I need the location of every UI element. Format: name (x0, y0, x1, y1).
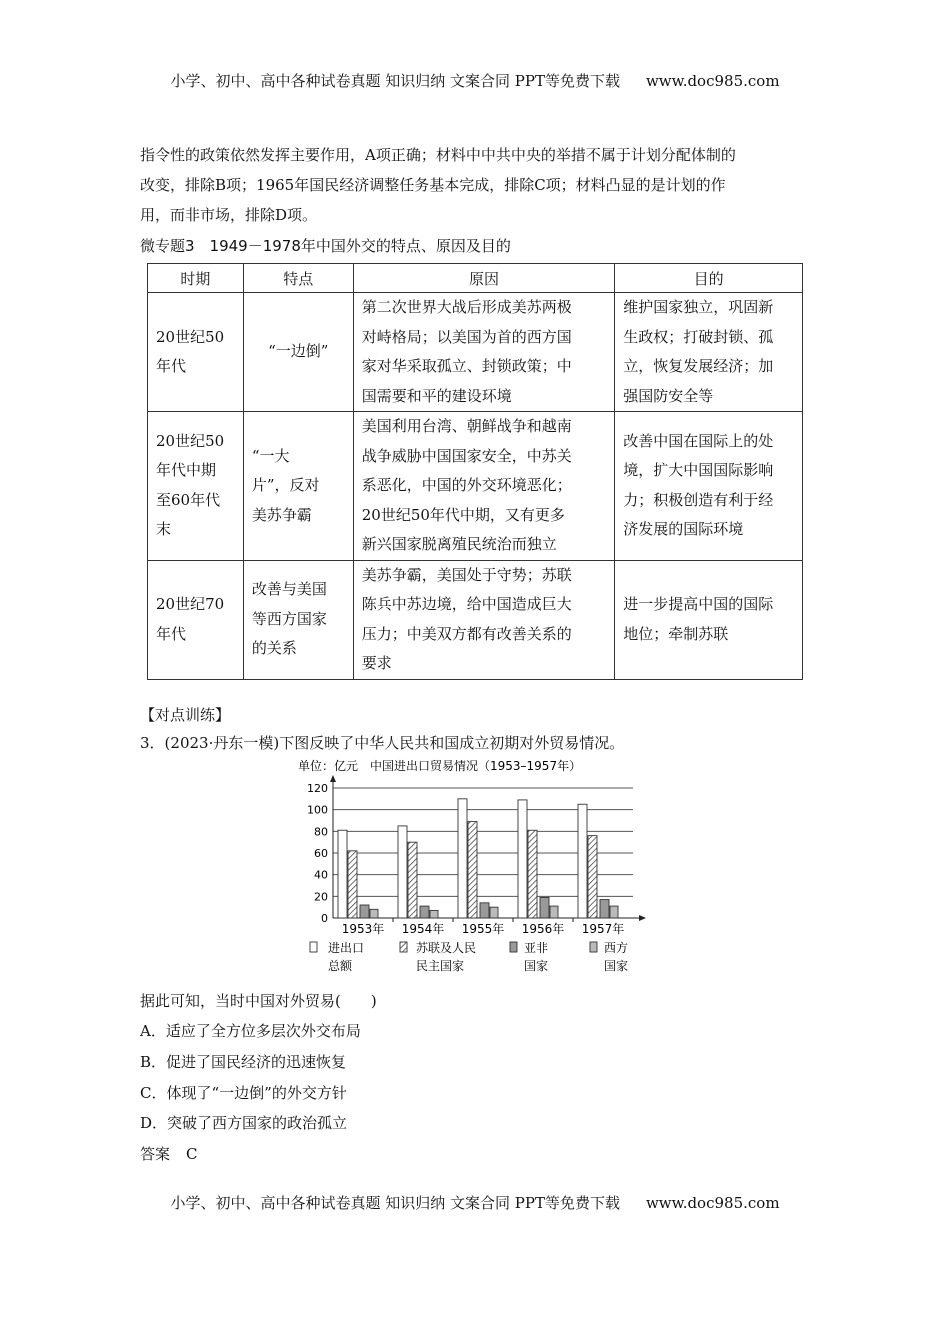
cell-period: 20世纪50 年代中期 至60年代 末 (148, 412, 244, 561)
bar (408, 842, 417, 918)
cell-period: 20世纪70 年代 (148, 560, 244, 679)
table-row (148, 560, 803, 679)
bar (420, 906, 429, 918)
header-text: 小学、初中、高中各种试卷真题 知识归纳 文案合同 PPT等免费下载 (170, 72, 620, 90)
y-tick-label: 120 (307, 782, 328, 795)
chart-unit: 单位：亿元 (298, 759, 359, 773)
option-d: D．突破了西方国家的政治孤立 (140, 1114, 348, 1132)
bar (518, 800, 527, 918)
table-header-row (148, 264, 803, 293)
legend-label: 进出口 (328, 941, 365, 955)
header-purpose: 目的 (615, 264, 803, 293)
bar (540, 897, 549, 918)
header-period: 时期 (148, 264, 244, 293)
bar (468, 822, 477, 918)
legend-label: 国家 (604, 959, 629, 973)
y-tick-label: 100 (307, 803, 328, 817)
chart-title: 中国进出口贸易情况（1953–1957年） (370, 759, 582, 773)
header-url: www.doc985.com (645, 72, 780, 90)
legend-swatch (310, 942, 317, 952)
bar (458, 799, 467, 918)
question-stem: 据此可知，当时中国对外贸易( ) (140, 992, 377, 1010)
option-a: A．适应了全方位多层次外交布局 (140, 1022, 361, 1040)
question-text: 3．(2023·丹东一模)下图反映了中华人民共和国成立初期对外贸易情况。 (140, 734, 625, 752)
legend-swatch (590, 942, 597, 952)
cell-period: 20世纪50 年代 (148, 293, 244, 412)
cell-reason: 第二次世界大战后形成美苏两极 对峙格局；以美国为首的西方国 家对华采取孤立、封锁政策；中 国需要和平的建设环境 (353, 293, 615, 412)
table-row (148, 412, 803, 561)
bar (588, 836, 597, 918)
intro-line-2: 改变，排除B项；1965年国民经济调整任务基本完成，排除C项；材料凸显的是计划的作 (140, 176, 726, 194)
legend-label: 亚非 (524, 941, 549, 955)
x-axis-arrow (639, 915, 646, 921)
cell-purpose: 进一步提高中国的国际 地位；牵制苏联 (615, 560, 803, 679)
page-header-top (0, 70, 950, 91)
option-c: C．体现了“一边倒”的外交方针 (140, 1084, 347, 1102)
legend-label: 国家 (524, 959, 549, 973)
bar (600, 900, 609, 918)
y-axis-arrow (330, 775, 336, 782)
bar (360, 905, 369, 918)
bar (578, 804, 587, 918)
y-tick-label: 60 (314, 847, 328, 860)
cell-purpose: 维护国家独立，巩固新 生政权；打破封锁、孤 立，恢复发展经济；加 强国防安全等 (615, 293, 803, 412)
bar (480, 903, 489, 918)
footer-text: 小学、初中、高中各种试卷真题 知识归纳 文案合同 PPT等免费下载 (170, 1194, 620, 1212)
topic-title: 微专题3 1949－1978年中国外交的特点、原因及目的 (140, 237, 511, 255)
bar (348, 851, 357, 918)
bar (398, 826, 407, 918)
intro-line-3: 用，而非市场，排除D项。 (140, 206, 318, 224)
x-tick-label: 1954年 (401, 922, 445, 936)
bar (528, 830, 537, 918)
bar (338, 830, 347, 918)
trade-bar-chart (298, 756, 658, 986)
legend-swatch (400, 942, 407, 952)
bar (370, 909, 378, 918)
answer-label: 答案 (140, 1145, 171, 1163)
cell-reason: 美苏争霸，美国处于守势；苏联 陈兵中苏边境，给中国造成巨大 压力；中美双方都有改善关系的 要求 (353, 560, 615, 679)
legend-label: 民主国家 (416, 959, 465, 973)
y-tick-label: 0 (321, 912, 328, 925)
bar (490, 907, 498, 918)
answer-value: C (186, 1145, 198, 1163)
cell-reason: 美国利用台湾、朝鲜战争和越南 战争威胁中国国家安全，中苏关 系恶化，中国的外交环境恶化； 20世纪50年代中期，又有更多 新兴国家脱离殖民统治而独立 (353, 412, 615, 561)
legend-label: 总额 (328, 959, 353, 973)
x-tick-label: 1957年 (581, 922, 625, 936)
header-feature: 特点 (243, 264, 353, 293)
y-tick-label: 80 (314, 825, 328, 839)
header-reason: 原因 (353, 264, 615, 293)
legend-label: 苏联及人民 (416, 941, 477, 955)
page-header-bottom (0, 1192, 950, 1213)
training-label: 【对点训练】 (140, 706, 231, 724)
answer-line (140, 1143, 198, 1164)
table-row (148, 293, 803, 412)
x-tick-label: 1953年 (341, 922, 385, 936)
x-tick-label: 1956年 (521, 922, 565, 936)
legend-label: 西方 (604, 941, 629, 955)
cell-feature: “一边倒” (243, 293, 353, 412)
x-tick-label: 1955年 (461, 922, 505, 936)
bar (610, 906, 618, 918)
bar (430, 910, 438, 918)
intro-line-1: 指令性的政策依然发挥主要作用，A项正确；材料中中共中央的举措不属于计划分配体制的 (140, 146, 736, 164)
y-tick-label: 20 (314, 890, 328, 904)
y-tick-label: 40 (314, 868, 328, 882)
cell-feature: “一大 片”，反对 美苏争霸 (243, 412, 353, 561)
footer-url: www.doc985.com (645, 1194, 780, 1212)
cell-feature: 改善与美国 等西方国家 的关系 (243, 560, 353, 679)
diplomacy-table (147, 263, 803, 680)
option-b: B．促进了国民经济的迅速恢复 (140, 1053, 347, 1071)
cell-purpose: 改善中国在国际上的处 境，扩大中国国际影响 力；积极创造有利于经 济发展的国际环境 (615, 412, 803, 561)
bar (550, 906, 558, 918)
legend-swatch (510, 942, 517, 952)
